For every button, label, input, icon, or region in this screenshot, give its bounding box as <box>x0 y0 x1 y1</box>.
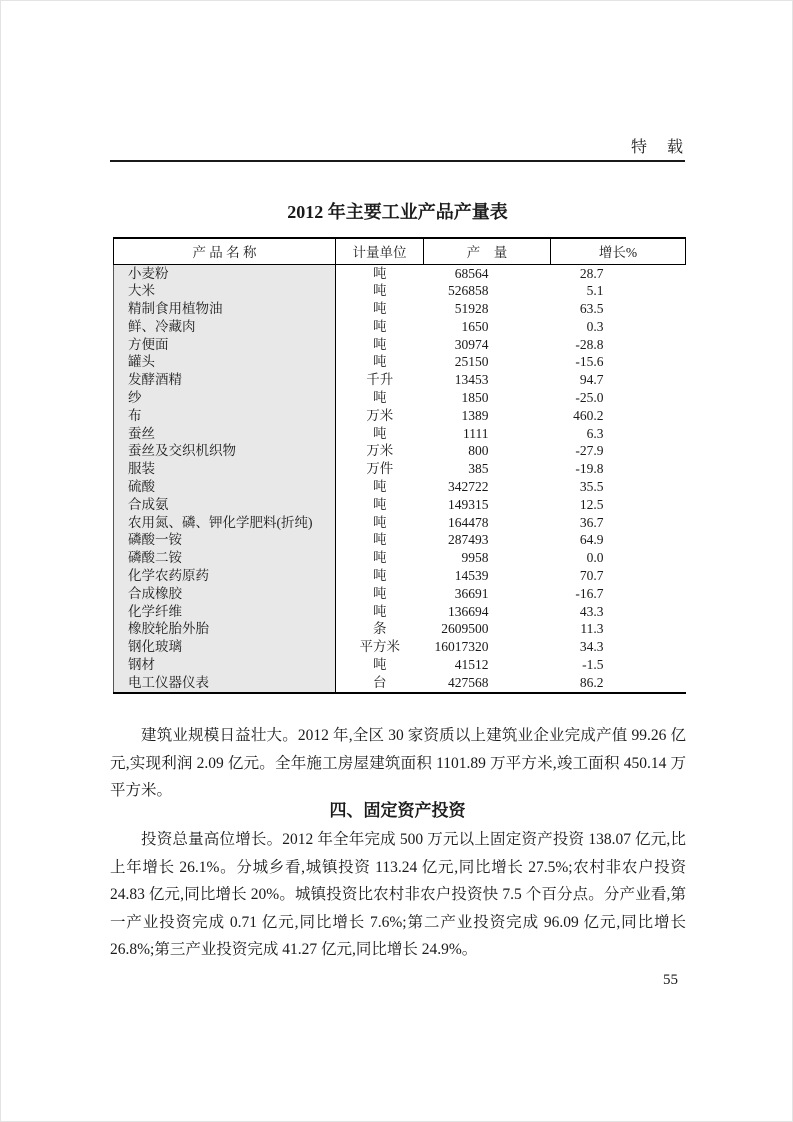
growth-cell: 0.3 <box>586 318 604 334</box>
table-row <box>114 603 686 621</box>
table-row <box>114 478 686 496</box>
output-cell: 164478 <box>448 514 489 530</box>
unit-cell: 吨 <box>373 479 387 495</box>
product-name-cell: 服装 <box>114 460 336 478</box>
output-cell: 9958 <box>461 550 489 566</box>
product-name-cell: 化学纤维 <box>114 603 336 621</box>
product-name-cell: 化学农药原药 <box>114 567 336 585</box>
output-cell: 68564 <box>454 265 489 281</box>
table-row <box>114 264 686 282</box>
col-header-output: 产 量 <box>424 238 551 264</box>
product-name-cell: 合成氨 <box>114 496 336 514</box>
growth-cell: 63.5 <box>579 301 604 317</box>
table-row <box>114 549 686 567</box>
unit-cell: 吨 <box>373 496 387 512</box>
unit-cell: 吨 <box>373 657 387 673</box>
table-header-row <box>114 238 686 264</box>
output-cell: 41512 <box>454 657 489 673</box>
product-name-cell: 磷酸一铵 <box>114 531 336 549</box>
growth-cell: -19.8 <box>575 461 604 477</box>
unit-cell: 台 <box>336 674 424 693</box>
growth-cell: 5.1 <box>586 283 604 299</box>
unit-cell: 吨 <box>373 265 387 281</box>
product-name-cell: 小麦粉 <box>114 264 336 282</box>
unit-cell: 吨 <box>373 283 387 299</box>
output-cell: 385 <box>468 461 489 477</box>
unit-cell: 万件 <box>366 461 394 477</box>
investment-paragraph: 投资总量高位增长。2012 年全年完成 500 万元以上固定资产投资 138.07 亿元,比上年增长 26.1%。分城乡看,城镇投资 113.24 亿元,同比增长 27.5%;农村非农户投资 24.83 亿元,同比增长 20%。城镇投资比农村非农户投资快 7.5 个百分点。分产业看,第一产业投资完成 0.71 亿元,同比增长 7.6%;第二产业投资完成 96.09 亿元,同比增长 26.8%;第三产业投资完成 41.27 亿元,同比增长 24.9%。 <box>110 831 686 959</box>
unit-cell: 吨 <box>373 514 387 530</box>
product-name-cell: 大米 <box>114 282 336 300</box>
output-cell: 800 <box>468 443 489 459</box>
table-row <box>114 567 686 585</box>
product-name-cell: 电工仪器仪表 <box>114 674 336 693</box>
output-cell: 2609500 <box>441 621 489 637</box>
product-name-cell: 发酵酒精 <box>114 371 336 389</box>
output-cell: 287493 <box>448 532 489 548</box>
unit-cell: 吨 <box>373 550 387 566</box>
col-header-product: 产 品 名 称 <box>114 238 336 264</box>
table-row <box>114 425 686 443</box>
product-name-cell: 布 <box>114 407 336 425</box>
product-name-cell: 精制食用植物油 <box>114 300 336 318</box>
product-name-cell: 方便面 <box>114 336 336 354</box>
growth-cell: 12.5 <box>579 496 604 512</box>
output-cell: 342722 <box>448 479 489 495</box>
table-row <box>114 496 686 514</box>
unit-cell: 吨 <box>373 390 387 406</box>
table-row <box>114 531 686 549</box>
growth-cell: -28.8 <box>575 336 604 352</box>
table-row <box>114 620 686 638</box>
col-header-unit: 计量单位 <box>336 238 424 264</box>
unit-cell: 千升 <box>366 372 394 388</box>
product-name-cell: 硫酸 <box>114 478 336 496</box>
output-cell: 36691 <box>454 585 489 601</box>
growth-cell: 11.3 <box>580 621 604 637</box>
growth-cell: -15.6 <box>575 354 604 370</box>
product-name-cell: 钢材 <box>114 656 336 674</box>
table-row <box>114 407 686 425</box>
output-cell: 51928 <box>454 301 489 317</box>
growth-cell: 36.7 <box>579 514 604 530</box>
output-cell: 13453 <box>454 372 489 388</box>
product-name-cell: 蚕丝及交织机织物 <box>114 442 336 460</box>
output-cell: 526858 <box>448 283 489 299</box>
investment-section-heading: 四、固定资产投资 <box>329 801 466 820</box>
output-cell: 14539 <box>454 568 489 584</box>
growth-cell: 70.7 <box>579 568 604 584</box>
unit-cell: 吨 <box>373 568 387 584</box>
table-row <box>114 371 686 389</box>
section-label: 特 载 <box>630 139 685 156</box>
growth-cell: 86.2 <box>551 674 686 693</box>
product-name-cell: 罐头 <box>114 353 336 371</box>
product-name-cell: 农用氮、磷、钾化学肥料(折纯) <box>114 514 336 532</box>
table-row <box>114 389 686 407</box>
growth-cell: 28.7 <box>579 265 604 281</box>
unit-cell: 万米 <box>366 407 394 423</box>
product-name-cell: 鲜、冷藏肉 <box>114 318 336 336</box>
output-cell: 136694 <box>448 603 489 619</box>
growth-cell: 34.3 <box>579 639 604 655</box>
table-row <box>114 585 686 603</box>
table-row <box>114 318 686 336</box>
output-cell: 1389 <box>461 407 489 423</box>
output-cell: 149315 <box>448 496 489 512</box>
output-cell: 427568 <box>424 674 551 693</box>
table-row <box>114 336 686 354</box>
table-title: 2012 年主要工业产品产量表 <box>287 202 508 222</box>
growth-cell: 64.9 <box>579 532 604 548</box>
unit-cell: 条 <box>373 621 387 637</box>
table-row <box>114 674 686 693</box>
output-cell: 1650 <box>461 318 489 334</box>
product-name-cell: 合成橡胶 <box>114 585 336 603</box>
table-row <box>114 442 686 460</box>
unit-cell: 吨 <box>373 425 387 441</box>
running-head <box>110 134 685 162</box>
unit-cell: 吨 <box>373 336 387 352</box>
unit-cell: 吨 <box>373 354 387 370</box>
unit-cell: 万米 <box>366 443 394 459</box>
product-name-cell: 橡胶轮胎外胎 <box>114 620 336 638</box>
growth-cell: 460.2 <box>573 407 604 423</box>
output-cell: 1850 <box>461 390 489 406</box>
products-table <box>113 237 686 694</box>
unit-cell: 平方米 <box>359 639 400 655</box>
output-cell: 25150 <box>454 354 489 370</box>
growth-cell: -1.5 <box>582 657 604 673</box>
growth-cell: 6.3 <box>586 425 604 441</box>
growth-cell: -27.9 <box>575 443 604 459</box>
product-name-cell: 钢化玻璃 <box>114 638 336 656</box>
table-row <box>114 460 686 478</box>
growth-cell: 35.5 <box>579 479 604 495</box>
col-header-growth: 增长% <box>551 238 686 264</box>
output-cell: 1111 <box>463 425 489 441</box>
growth-cell: -25.0 <box>575 390 604 406</box>
construction-paragraph: 建筑业规模日益壮大。2012 年,全区 30 家资质以上建筑业企业完成产值 99.26 亿元,实现利润 2.09 亿元。全年施工房屋建筑面积 1101.89 万平方米,竣工面积 450.14 万平方米。 <box>110 727 686 800</box>
product-name-cell: 磷酸二铵 <box>114 549 336 567</box>
output-cell: 30974 <box>454 336 489 352</box>
table-body <box>114 264 686 693</box>
growth-cell: 43.3 <box>579 603 604 619</box>
growth-cell: -16.7 <box>575 585 604 601</box>
product-name-cell: 蚕丝 <box>114 425 336 443</box>
unit-cell: 吨 <box>373 585 387 601</box>
table-row <box>114 638 686 656</box>
growth-cell: 94.7 <box>579 372 604 388</box>
unit-cell: 吨 <box>373 318 387 334</box>
table-row <box>114 514 686 532</box>
growth-cell: 0.0 <box>586 550 604 566</box>
output-cell: 16017320 <box>434 639 489 655</box>
product-name-cell: 纱 <box>114 389 336 407</box>
table-row <box>114 353 686 371</box>
unit-cell: 吨 <box>373 603 387 619</box>
page-number: 55 <box>663 972 678 988</box>
table-row <box>114 300 686 318</box>
table-row <box>114 282 686 300</box>
unit-cell: 吨 <box>373 532 387 548</box>
table-row <box>114 656 686 674</box>
unit-cell: 吨 <box>373 301 387 317</box>
